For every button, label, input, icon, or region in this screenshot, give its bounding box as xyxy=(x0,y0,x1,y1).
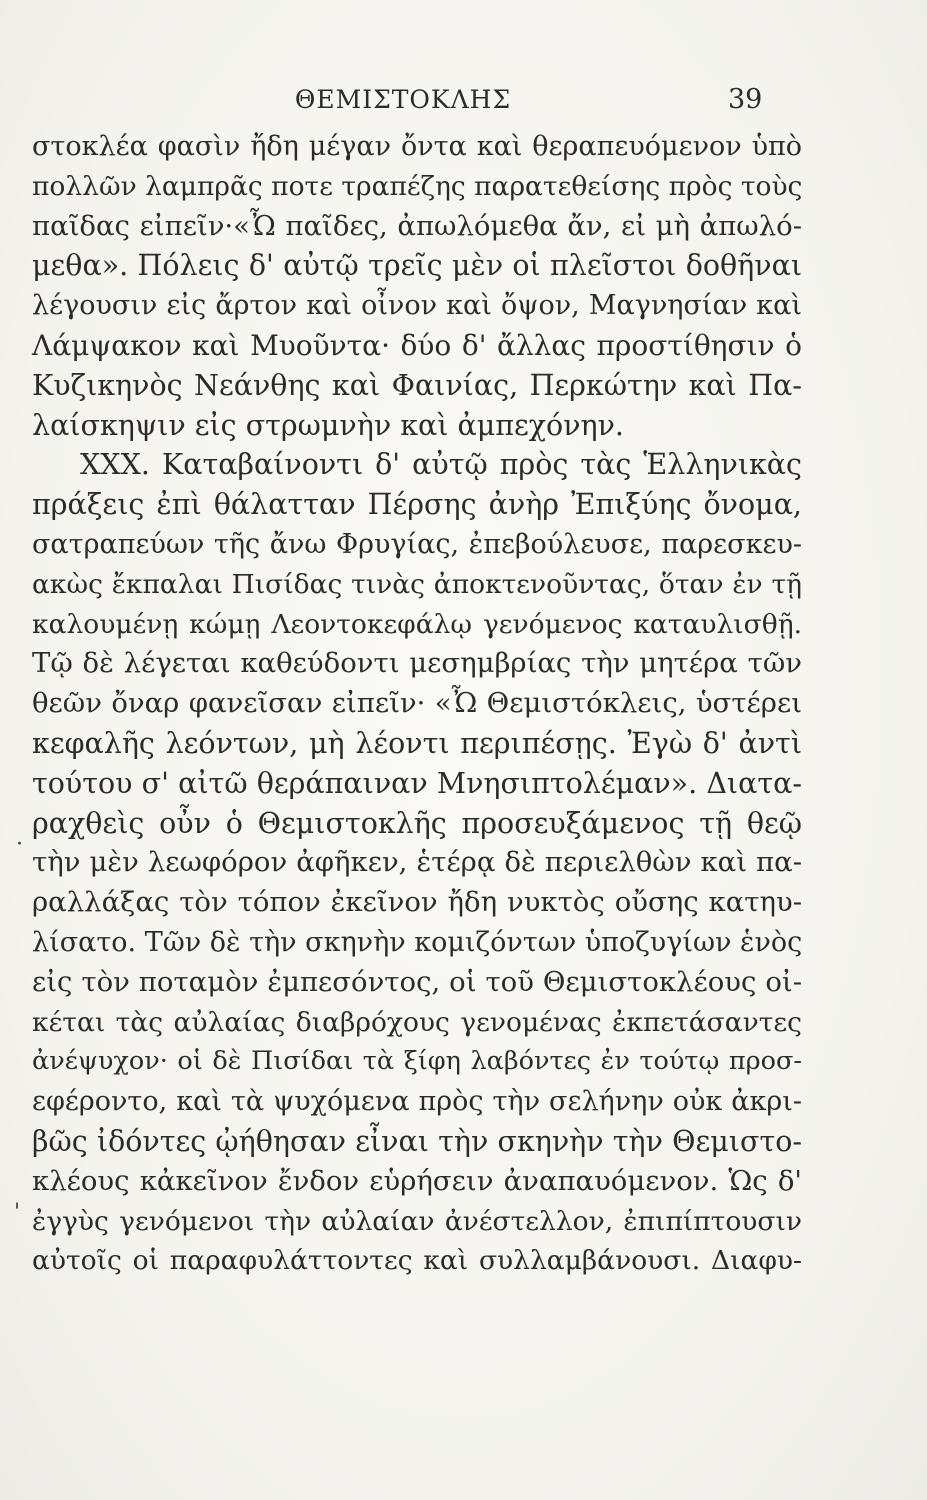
text-line: τούτου σ' αἰτῶ θεράπαιναν Μνησιπτολέμαν». Διατα- xyxy=(32,766,802,800)
text-line: εφέροντο, καὶ τὰ ψυχόμενα πρὸς τὴν σελήνην οὐκ ἀκρι- xyxy=(32,1086,802,1118)
text-line: στοκλέα φασὶν ἤδη μέγαν ὄντα καὶ θεραπευόμενον ὑπὸ xyxy=(32,131,802,162)
margin-dot: · xyxy=(16,832,23,857)
text-line: κεφαλῆς λεόντων, μὴ λέοντι περιπέσῃς. Ἐγὼ δ' ἀντὶ xyxy=(32,726,802,760)
text-line: λέγουσιν εἰς ἄρτον καὶ οἶνον καὶ ὄψον, Μαγνησίαν καὶ xyxy=(32,290,802,322)
body-text xyxy=(32,127,802,1281)
running-head xyxy=(0,80,927,120)
margin-tick: ' xyxy=(14,1200,21,1225)
text-line: λαίσκηψιν εἰς στρωμνὴν καὶ ἀμπεχόνην. xyxy=(32,408,624,442)
text-line: λίσατο. Τῶν δὲ τὴν σκηνὴν κομιζόντων ὑποζυγίων ἑνὸς xyxy=(32,926,803,958)
text-line: ἀνέψυχον· οἱ δὲ Πισίδαι τὰ ξίφη λαβόντες ἐν τούτῳ προσ- xyxy=(32,1046,802,1077)
text-line: σατραπεύων τῆς ἄνω Φρυγίας, ἐπεβούλευσε, παρεσκευ- xyxy=(32,528,802,560)
text-line: ἐγγὺς γενόμενοι τὴν αὐλαίαν ἀνέστελλον, ἐπιπίπτουσιν xyxy=(32,1205,802,1237)
text-line: ακὼς ἔκπαλαι Πισίδας τινὰς ἀποκτενοῦντας, ὅταν ἐν τῇ xyxy=(32,568,802,600)
running-title: ΘΕΜΙΣΤΟΚΛΗΣ xyxy=(294,85,512,114)
text-line: ραχθεὶς οὖν ὁ Θεμιστοκλῆς προσευξάμενος τῇ θεῷ xyxy=(32,806,802,840)
text-line: παῖδας εἰπεῖν·«Ὦ παῖδες, ἀπωλόμεθα ἄν, εἰ μὴ ἀπωλό- xyxy=(32,209,802,242)
text-line: εἰς τὸν ποταμὸν ἐμπεσόντος, οἱ τοῦ Θεμιστοκλέους οἰ- xyxy=(32,965,802,998)
text-line: καλουμένῃ κώμῃ Λεοντοκεφάλῳ γενόμενος καταυλισθῇ. xyxy=(32,608,802,640)
text-line: Κυζικηνὸς Νεάνθης καὶ Φαινίας, Περκώτην καὶ Πα- xyxy=(32,368,802,402)
page-number: 39 xyxy=(728,84,763,115)
text-line: θεῶν ὄναρ φανεῖσαν εἰπεῖν· «Ὦ Θεμιστόκλεις, ὑστέρει xyxy=(32,687,802,720)
text-line: τὴν μὲν λεωφόρον ἀφῆκεν, ἑτέρᾳ δὲ περιελθὼν καὶ πα- xyxy=(32,846,802,879)
chapter-opening-line: XXX. Καταβαίνοντι δ' αὐτῷ πρὸς τὰς Ἑλληνικὰς xyxy=(80,448,802,482)
text-line: πολλῶν λαμπρᾶς ποτε τραπέζης παρατεθείσης πρὸς τοὺς xyxy=(32,170,803,202)
text-line: Λάμψακον καὶ Μυοῦντα· δύο δ' ἄλλας προστίθησιν ὁ xyxy=(32,328,802,362)
text-line: κέται τὰς αὐλαίας διαβρόχους γενομένας ἐκπετάσαντες xyxy=(32,1006,802,1038)
text-line: αὐτοῖς οἱ παραφυλάττοντες καὶ συλλαμβάνουσι. Διαφυ- xyxy=(32,1245,802,1277)
text-line: Τῷ δὲ λέγεται καθεύδοντι μεσημβρίας τὴν μητέρα τῶν xyxy=(32,647,802,680)
text-line: κλέους κἀκεῖνον ἔνδον εὑρήσειν ἀναπαυόμενον. Ὡς δ' xyxy=(32,1164,802,1197)
text-line: ραλλάξας τὸν τόπον ἐκεῖνον ἤδη νυκτὸς οὔσης κατηυ- xyxy=(32,886,802,919)
text-line: πράξεις ἐπὶ θάλατταν Πέρσης ἀνὴρ Ἐπιξύης ὄνομα, xyxy=(32,488,802,522)
text-line: μεθα». Πόλεις δ' αὐτῷ τρεῖς μὲν οἱ πλεῖστοι δοθῆναι xyxy=(32,249,802,283)
text-line: βῶς ἰδόντες ᾠήθησαν εἶναι τὴν σκηνὴν τὴν Θεμιστο- xyxy=(32,1124,802,1158)
